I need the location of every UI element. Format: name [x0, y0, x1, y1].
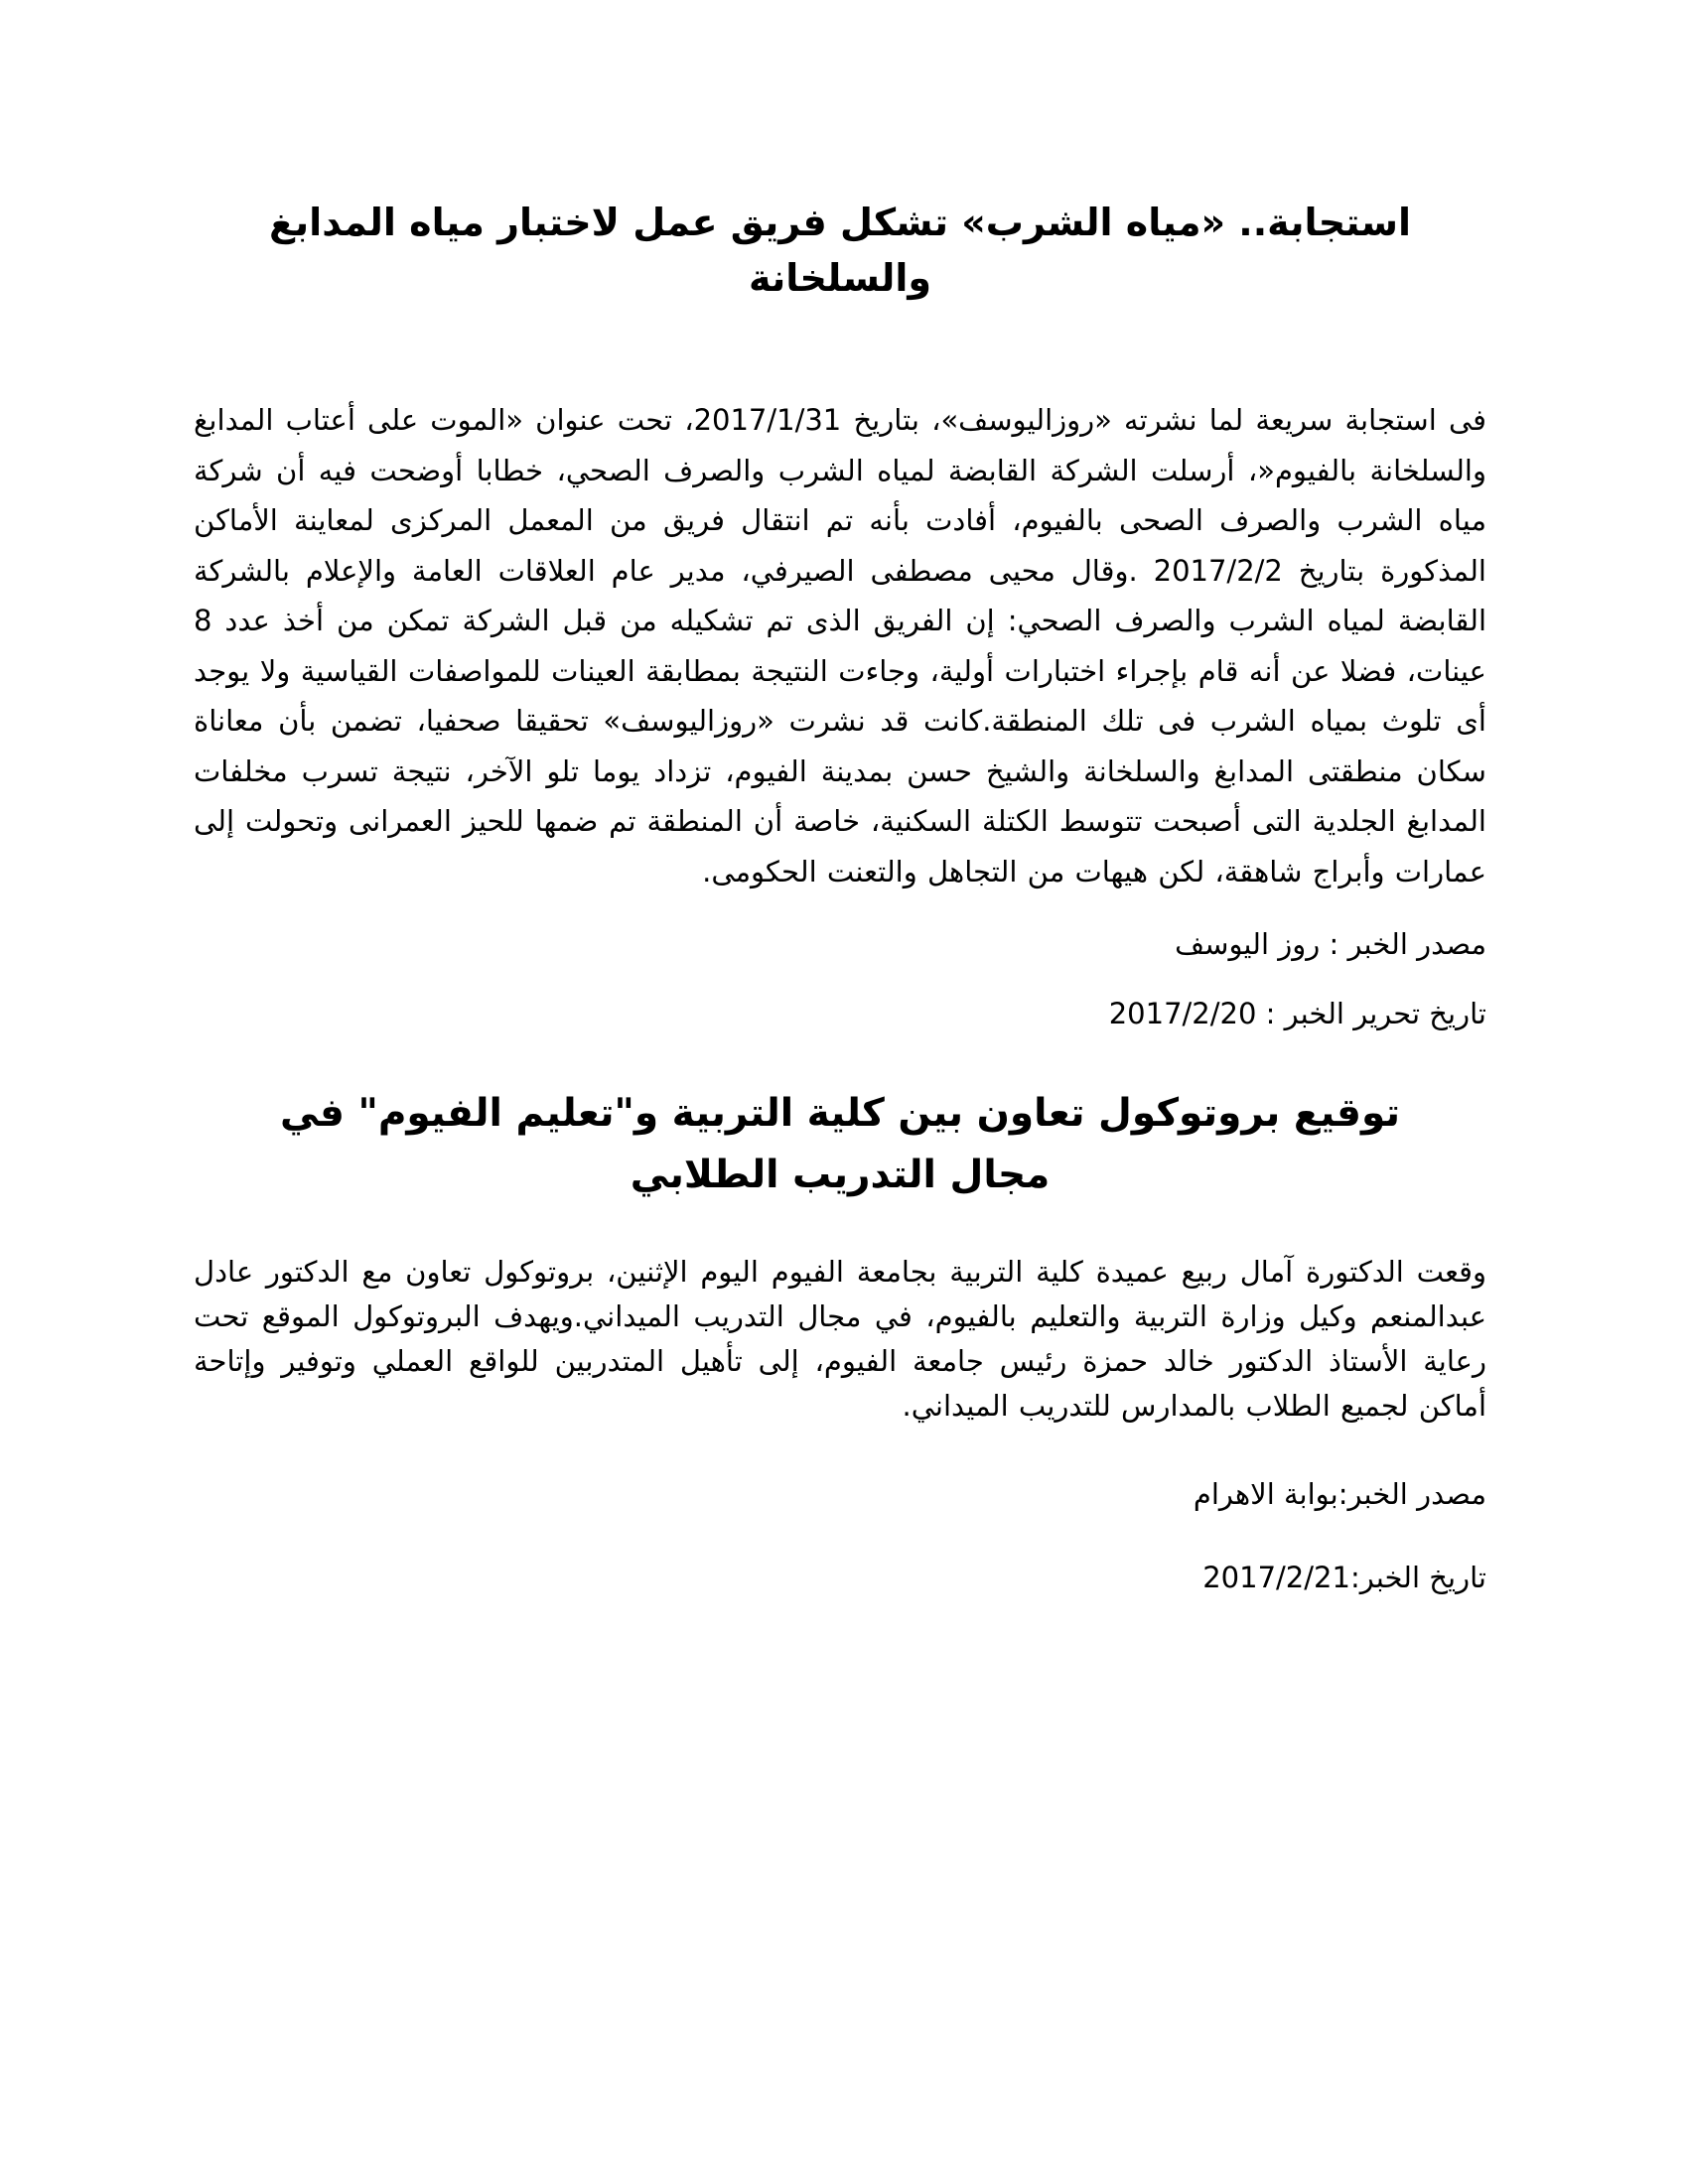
article-body: وقعت الدكتورة آمال ربيع عميدة كلية التربية بجامعة الفيوم اليوم الإثنين، بروتوكول تعاون مع الدكتور عادل عبدالمنعم وكيل وزارة التربية والتعليم بالفيوم، في مجال التدريب الميداني.ويهدف البروتوكول الموقع تحت رعاية الأستاذ الدكتور خالد حمزة رئيس جامعة الفيوم، إلى تأهيل المتدربين للواقع العملي وتوفير وإتاحة أماكن لجميع الطلاب بالمدارس للتدريب الميداني. — [194, 1255, 1486, 1423]
news-article-education-protocol — [194, 1083, 1486, 1597]
article-date: تاريخ تحرير الخبر : 2017/2/20 — [1108, 997, 1486, 1030]
document-page — [194, 189, 1486, 1597]
news-article-water-inspection — [194, 195, 1486, 1033]
article-source: مصدر الخبر : روز اليوسف — [1175, 927, 1486, 961]
article-title: استجابة.. «مياه الشرب» تشكل فريق عمل لاختبار مياه المدابغ والسلخانة — [268, 201, 1412, 300]
article-source: مصدر الخبر:بوابة الاهرام — [1193, 1477, 1486, 1511]
article-body: فى استجابة سريعة لما نشرته «روزاليوسف»، بتاريخ 2017/1/31، تحت عنوان «الموت على أعتاب المدابغ والسلخانة بالفيوم«، أرسلت الشركة القابضة لمياه الشرب والصرف الصحي، خطابا أوضحت فيه أن شركة مياه الشرب والصرف الصحى بالفيوم، أفادت بأنه تم انتقال فريق من المعمل المركزى لمعاينة الأماكن المذكورة بتاريخ 2017/2/2 .وقال محيى مصطفى الصيرفي، مدير عام العلاقات العامة والإعلام بالشركة القابضة لمياه الشرب والصرف الصحي: إن الفريق الذى تم تشكيله من قبل الشركة تمكن من أخذ عدد 8 عينات، فضلا عن أنه قام بإجراء اختبارات أولية، وجاءت النتيجة بمطابقة العينات للمواصفات القياسية ولا يوجد أى تلوث بمياه الشرب فى تلك المنطقة.كانت قد نشرت «روزاليوسف» تحقيقا صحفيا، تضمن بأن معاناة سكان منطقتى المدابغ والسلخانة والشيخ حسن بمدينة الفيوم، تزداد يوما تلو الآخر، نتيجة تسرب مخلفات المدابغ الجلدية التى أصبحت تتوسط الكتلة السكنية، خاصة أن المنطقة تم ضمها للحيز العمرانى وتحولت إلى عمارات وأبراج شاهقة، لكن هيهات من التجاهل والتعنت الحكومى. — [194, 403, 1487, 888]
article-title: توقيع بروتوكول تعاون بين كلية التربية و"تعليم الفيوم" في مجال التدريب الطلابي — [279, 1091, 1401, 1197]
article-date: تاريخ الخبر:2017/2/21 — [1202, 1561, 1486, 1594]
